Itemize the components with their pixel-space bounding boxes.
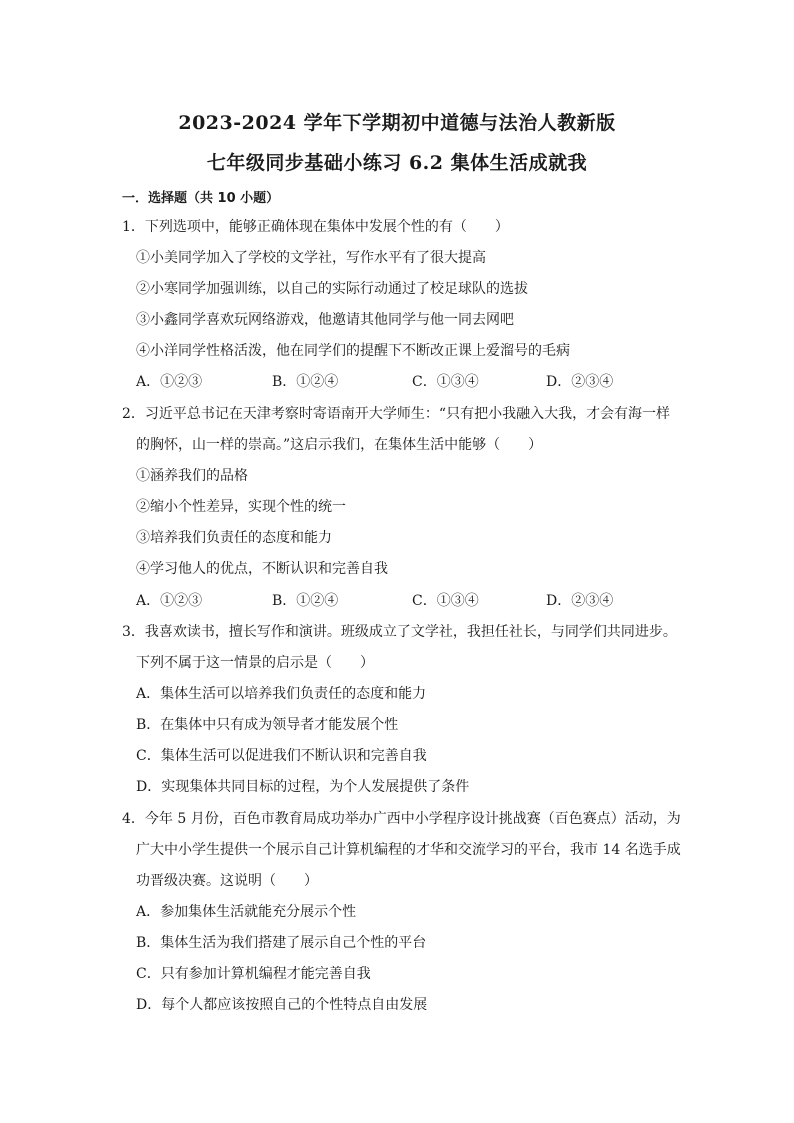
q2-item-4: ④学习他人的优点，不断认识和完善自我	[136, 561, 388, 577]
q4-option-d[interactable]: D．每个人都应该按照自己的个性特点自由发展	[136, 997, 428, 1013]
q3-option-d[interactable]: D．实现集体共同目标的过程，为个人发展提供了条件	[136, 779, 470, 795]
q3-stem-line1: 3．我喜欢读书，擅长写作和演讲。班级成立了文学社，我担任社长，与同学们共同进步。	[122, 624, 677, 640]
q4-option-c[interactable]: C．只有参加计算机编程才能完善自我	[136, 966, 371, 982]
section-heading: 一．选择题（共 10 小题）	[122, 191, 280, 206]
q2-options	[0, 592, 794, 610]
q3-option-a[interactable]: A．集体生活可以培养我们负责任的态度和能力	[136, 686, 427, 702]
q2-option-a[interactable]: A．①②③	[136, 593, 203, 609]
q4-option-a[interactable]: A．参加集体生活就能充分展示个性	[136, 904, 357, 920]
q2-option-b[interactable]: B．①②④	[272, 593, 339, 609]
q1-item-3: ③小鑫同学喜欢玩网络游戏，他邀请其他同学与他一同去网吧	[136, 312, 514, 328]
q2-stem-line1: 2．习近平总书记在天津考察时寄语南开大学师生：“只有把小我融入大我，才会有海一样	[122, 406, 671, 422]
q1-option-c[interactable]: C．①③④	[412, 374, 479, 390]
q3-option-b[interactable]: B．在集体中只有成为领导者才能发展个性	[136, 717, 399, 733]
q2-item-1: ①涵养我们的品格	[136, 468, 248, 484]
document-title-line2: 七年级同步基础小练习 6.2 集体生活成就我	[206, 152, 588, 174]
q4-stem-line2: 广大中小学生提供一个展示自己计算机编程的才华和交流学习的平台，我市 14 名选手成	[136, 842, 681, 858]
q3-option-c[interactable]: C．集体生活可以促进我们不断认识和完善自我	[136, 748, 427, 764]
q1-option-d[interactable]: D．②③④	[546, 374, 614, 390]
q1-item-1: ①小美同学加入了学校的文学社，写作水平有了很大提高	[136, 250, 486, 266]
q2-stem-line2: 的胸怀，山一样的崇高。”这启示我们，在集体生活中能够（ ）	[136, 437, 543, 453]
q2-item-3: ③培养我们负责任的态度和能力	[136, 530, 332, 546]
q4-stem-line1: 4．今年 5 月份，百色市教育局成功举办广西中小学程序设计挑战赛（百色赛点）活动，为	[122, 811, 681, 827]
q1-stem: 1．下列选项中，能够正确体现在集体中发展个性的有（ ）	[122, 219, 509, 235]
q1-item-2: ②小寒同学加强训练，以自己的实际行动通过了校足球队的选拔	[136, 281, 528, 297]
q1-options	[0, 373, 794, 391]
document-title-line1: 2023-2024 学年下学期初中道德与法治人教新版	[178, 112, 616, 134]
q2-item-2: ②缩小个性差异，实现个性的统一	[136, 499, 346, 515]
q1-item-4: ④小洋同学性格活泼，他在同学们的提醒下不断改正课上爱溜号的毛病	[136, 343, 570, 359]
q4-stem-line3: 功晋级决赛。这说明（ ）	[136, 873, 318, 889]
q3-stem-line2: 下列不属于这一情景的启示是（ ）	[136, 655, 374, 671]
q4-option-b[interactable]: B．集体生活为我们搭建了展示自己个性的平台	[136, 935, 427, 951]
q1-option-a[interactable]: A．①②③	[136, 374, 203, 390]
q2-option-d[interactable]: D．②③④	[546, 593, 614, 609]
q2-option-c[interactable]: C．①③④	[412, 593, 479, 609]
q1-option-b[interactable]: B．①②④	[272, 374, 339, 390]
